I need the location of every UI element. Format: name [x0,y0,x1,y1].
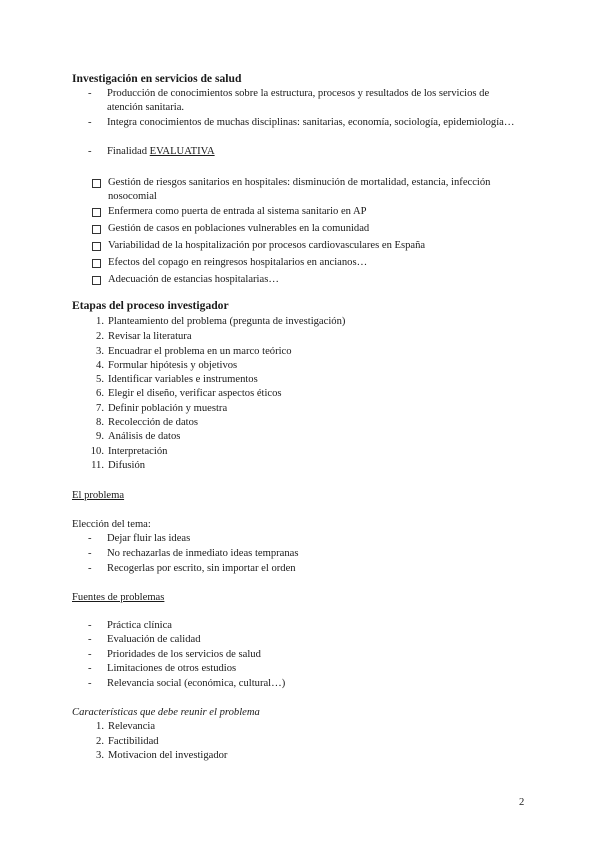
list-number: 2. [96,331,104,342]
list-number: 11. [91,460,104,471]
checkbox[interactable] [92,225,101,234]
checkbox[interactable] [92,259,101,268]
list-item: Factibilidad [108,736,159,747]
list-item: Identificar variables e instrumentos [108,374,258,385]
dash-bullet: - [88,663,92,674]
heading-fuentes: Fuentes de problemas [72,592,165,603]
list-number: 7. [96,403,104,414]
list-item: Planteamiento del problema (pregunta de investigación) [108,316,346,327]
list-number: 10. [90,446,104,457]
list-item: Difusión [108,460,146,471]
list-item: Producción de conocimientos sobre la estructura, procesos y resultados de los servicios de atención sanitaria. [107,88,490,114]
dash-bullet: - [88,678,92,689]
list-item: Revisar la literatura [108,331,192,342]
list-item: Recolección de datos [108,417,199,428]
list-item: Encuadrar el problema en un marco teórico [108,346,292,357]
list-item: Integra conocimientos de muchas disciplinas: sanitarias, economía, sociología, epidemiología… [107,117,515,128]
list-item: Definir población y muestra [108,403,228,414]
list-item: Elegir el diseño, verificar aspectos éticos [108,388,282,399]
dash-bullet: - [88,563,92,574]
checklist-item: Efectos del copago en reingresos hospitalarios en ancianos… [108,257,368,268]
heading-caracteristicas: Características que debe reunir el problema [72,707,260,718]
list-item: Relevancia [108,721,156,732]
list-item: Motivacion del investigador [108,750,228,761]
list-item: Evaluación de calidad [107,634,201,645]
list-number: 1. [96,721,104,732]
checklist-item: Adecuación de estancias hospitalarias… [108,274,279,285]
list-number: 2. [96,736,104,747]
list-item: Formular hipótesis y objetivos [108,360,238,371]
checkbox[interactable] [92,276,101,285]
list-number: 4. [96,360,104,371]
list-item: Prioridades de los servicios de salud [107,649,261,660]
list-number: 3. [96,346,104,357]
dash-bullet: - [88,117,92,128]
checkbox[interactable] [92,242,101,251]
checklist-item: Variabilidad de la hospitalización por procesos cardiovasculares en España [108,240,426,251]
list-number: 8. [96,417,104,428]
dash-bullet: - [88,649,92,660]
dash-bullet: - [88,620,92,631]
checklist-item: Gestión de casos en poblaciones vulnerables en la comunidad [108,223,370,234]
finalidad-value: EVALUATIVA [149,146,215,157]
list-item: Dejar fluir las ideas [107,533,191,544]
list-item: Interpretación [108,446,168,457]
list-item: Limitaciones de otros estudios [107,663,237,674]
dash-bullet: - [88,88,92,99]
section-title-investigacion: Investigación en servicios de salud [72,72,242,85]
dash-bullet: - [88,146,92,157]
section-title-etapas: Etapas del proceso investigador [72,299,229,312]
list-number: 5. [96,374,104,385]
list-item-finalidad [107,145,527,159]
list-item: Recogerlas por escrito, sin importar el orden [107,563,296,574]
page-number: 2 [519,797,525,808]
list-item: Práctica clínica [107,620,172,631]
list-number: 9. [96,431,104,442]
list-item: No rechazarlas de inmediato ideas tempranas [107,548,299,559]
heading-el-problema: El problema [72,490,125,501]
checklist-item: Gestión de riesgos sanitarios en hospitales: disminución de mortalidad, estancia, infección nosocomial [108,177,491,203]
checkbox[interactable] [92,179,101,188]
list-number: 1. [96,316,104,327]
list-item: Análisis de datos [108,431,181,442]
eleccion-label: Elección del tema: [72,519,151,530]
list-number: 3. [96,750,104,761]
list-number: 6. [96,388,104,399]
dash-bullet: - [88,634,92,645]
checkbox[interactable] [92,208,101,217]
finalidad-label: Finalidad [107,146,150,157]
list-item: Relevancia social (económica, cultural…) [107,678,286,689]
checklist-item: Enfermera como puerta de entrada al sistema sanitario en AP [108,206,367,217]
dash-bullet: - [88,548,92,559]
dash-bullet: - [88,533,92,544]
